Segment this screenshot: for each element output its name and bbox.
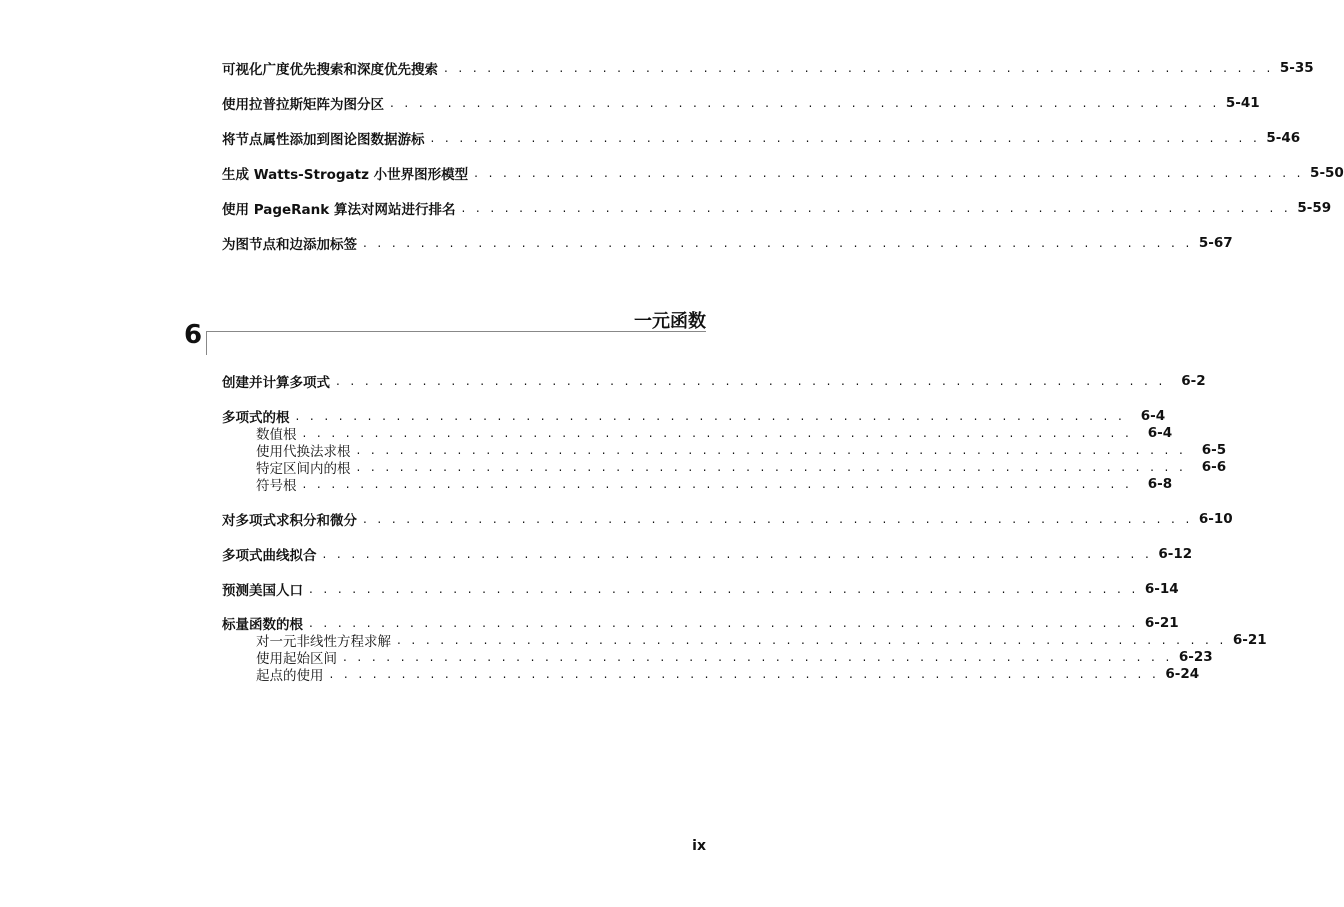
leader-dots: . . . . . . . . . . . . . . . . . . . . . . . . . . . . . . . . . . . . . . . . . . . . . . . . . . . . . . . . . . — [302, 426, 1133, 440]
toc-entry-page: 6-4 — [1140, 408, 1166, 424]
toc-entry-page: 6-2 — [1181, 373, 1206, 389]
chapter-number: 6 — [184, 320, 203, 350]
chapter-title: 一元函数 — [634, 311, 706, 332]
toc-subentry-title: 对一元非线性方程求解 — [256, 634, 391, 650]
toc-subentry-page: 6-6 — [1201, 459, 1227, 475]
toc-subentry[interactable] — [256, 474, 1173, 494]
toc-entry[interactable] — [222, 233, 1233, 253]
leader-dots: . . . . . . . . . . . . . . . . . . . . . . . . . . . . . . . . . . . . . . . . . . . . . . . . . . . . . . . . . . — [390, 96, 1220, 110]
toc-entry[interactable] — [222, 579, 1179, 599]
toc-subentry-page: 6-24 — [1165, 666, 1200, 682]
toc-subentry-title: 符号根 — [256, 478, 297, 494]
toc-subentry-page: 6-8 — [1147, 476, 1173, 492]
toc-subentry-page: 6-4 — [1147, 425, 1173, 441]
toc-entry-title: 标量函数的根 — [222, 617, 303, 633]
leader-dots: . . . . . . . . . . . . . . . . . . . . . . . . . . . . . . . . . . . . . . . . . . . . . . . . . . . . . . . . . . — [356, 443, 1187, 457]
leader-dots: . . . . . . . . . . . . . . . . . . . . . . . . . . . . . . . . . . . . . . . . . . . . . . . . . . . . . . . . . . — [430, 131, 1261, 145]
toc-entry-page: 5-35 — [1279, 60, 1314, 76]
leader-dots: . . . . . . . . . . . . . . . . . . . . . . . . . . . . . . . . . . . . . . . . . . . . . . . . . . . . . . . . . . — [363, 512, 1193, 526]
toc-entry[interactable] — [222, 163, 1344, 183]
toc-entry[interactable] — [222, 544, 1193, 564]
toc-subentry-page: 6-5 — [1201, 442, 1227, 458]
toc-entry[interactable] — [222, 58, 1314, 78]
toc-entry-title: 多项式曲线拟合 — [222, 548, 317, 564]
toc-subentry-page: 6-21 — [1232, 632, 1267, 648]
page-folio: ix — [692, 838, 706, 854]
toc-entry-title: 使用 PageRank 算法对网站进行排名 — [222, 202, 456, 218]
chapter-rule-vertical — [206, 331, 207, 355]
leader-dots: . . . . . . . . . . . . . . . . . . . . . . . . . . . . . . . . . . . . . . . . . . . . . . . . . . . . . . . . . . — [322, 547, 1153, 561]
toc-subentry-title: 使用代换法求根 — [256, 444, 351, 460]
toc-entry[interactable] — [222, 371, 1206, 391]
toc-entry-title: 将节点属性添加到图论图数据游标 — [222, 132, 425, 148]
leader-dots: . . . . . . . . . . . . . . . . . . . . . . . . . . . . . . . . . . . . . . . . . . . . . . . . . . . . . . . . . . — [474, 166, 1304, 180]
toc-entry-title: 预测美国人口 — [222, 583, 303, 599]
toc-subentry-title: 使用起始区间 — [256, 651, 337, 667]
toc-entry-page: 6-21 — [1144, 615, 1179, 631]
toc-entry-page: 5-46 — [1266, 130, 1301, 146]
leader-dots: . . . . . . . . . . . . . . . . . . . . . . . . . . . . . . . . . . . . . . . . . . . . . . . . . . . . . . . . . . — [309, 616, 1139, 630]
leader-dots: . . . . . . . . . . . . . . . . . . . . . . . . . . . . . . . . . . . . . . . . . . . . . . . . . . . . . . . . . . — [309, 582, 1139, 596]
leader-dots: . . . . . . . . . . . . . . . . . . . . . . . . . . . . . . . . . . . . . . . . . . . . . . . . . . . . . . . . . . — [363, 236, 1193, 250]
toc-subentry-title: 起点的使用 — [256, 668, 324, 684]
toc-subentry-page: 6-23 — [1178, 649, 1213, 665]
toc-entry-title: 生成 Watts-Strogatz 小世界图形模型 — [222, 167, 469, 183]
toc-subentry-title: 特定区间内的根 — [256, 461, 351, 477]
toc-entry-page: 6-10 — [1198, 511, 1233, 527]
toc-entry[interactable] — [222, 128, 1301, 148]
chapter-rule — [206, 331, 706, 332]
toc-entry-title: 多项式的根 — [222, 410, 290, 426]
leader-dots: . . . . . . . . . . . . . . . . . . . . . . . . . . . . . . . . . . . . . . . . . . . . . . . . . . . . . . . . . . — [461, 201, 1292, 215]
leader-dots: . . . . . . . . . . . . . . . . . . . . . . . . . . . . . . . . . . . . . . . . . . . . . . . . . . . . . . . . . . — [343, 650, 1173, 664]
toc-entry[interactable] — [222, 509, 1233, 529]
leader-dots: . . . . . . . . . . . . . . . . . . . . . . . . . . . . . . . . . . . . . . . . . . . . . . . . . . . . . . . . . . — [302, 477, 1133, 491]
toc-entry-page: 5-67 — [1198, 235, 1233, 251]
leader-dots: . . . . . . . . . . . . . . . . . . . . . . . . . . . . . . . . . . . . . . . . . . . . . . . . . . . . . . . . . . — [397, 633, 1227, 647]
leader-dots: . . . . . . . . . . . . . . . . . . . . . . . . . . . . . . . . . . . . . . . . . . . . . . . . . . . . . . . . . . — [444, 61, 1274, 75]
toc-entry-page: 5-59 — [1297, 200, 1332, 216]
toc-entry[interactable] — [222, 198, 1332, 218]
toc-entry-page: 6-14 — [1144, 581, 1179, 597]
leader-dots: . . . . . . . . . . . . . . . . . . . . . . . . . . . . . . . . . . . . . . . . . . . . . . . . . . . . . . . . . . — [356, 460, 1187, 474]
toc-entry-page: 6-12 — [1158, 546, 1193, 562]
toc-entry-title: 创建并计算多项式 — [222, 375, 330, 391]
toc-subentry[interactable] — [256, 664, 1200, 684]
toc-entry-page: 5-41 — [1225, 95, 1260, 111]
toc-entry[interactable] — [222, 93, 1260, 113]
toc-entry-page: 5-50 — [1310, 165, 1344, 181]
leader-dots: . . . . . . . . . . . . . . . . . . . . . . . . . . . . . . . . . . . . . . . . . . . . . . . . . . . . . . . . . . — [336, 374, 1166, 388]
toc-entry-title: 使用拉普拉斯矩阵为图分区 — [222, 97, 384, 113]
toc-entry-title: 可视化广度优先搜索和深度优先搜索 — [222, 62, 438, 78]
toc-entry-title: 对多项式求积分和微分 — [222, 513, 357, 529]
toc-entry-title: 为图节点和边添加标签 — [222, 237, 357, 253]
toc-subentry-title: 数值根 — [256, 427, 297, 443]
leader-dots: . . . . . . . . . . . . . . . . . . . . . . . . . . . . . . . . . . . . . . . . . . . . . . . . . . . . . . . . . . — [329, 667, 1160, 681]
leader-dots: . . . . . . . . . . . . . . . . . . . . . . . . . . . . . . . . . . . . . . . . . . . . . . . . . . . . . . . . . . — [295, 409, 1126, 423]
